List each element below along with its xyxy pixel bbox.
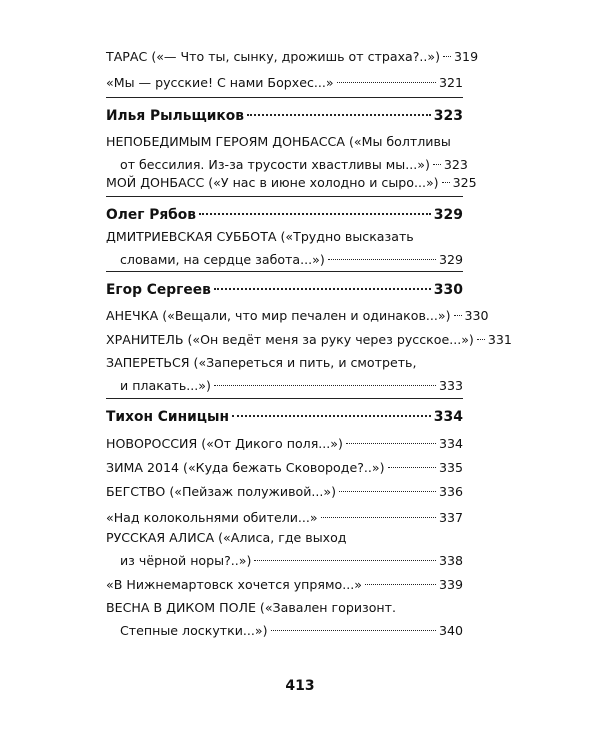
dot-leader (232, 415, 431, 417)
entry-line (106, 619, 463, 642)
dot-leader (365, 584, 436, 585)
entry-line (106, 248, 463, 271)
section-divider (106, 97, 463, 98)
page-ref: 329 (433, 207, 463, 223)
entry-line (106, 596, 463, 619)
author-heading (106, 105, 463, 128)
entry-title: «Над колокольнями обители...» (106, 510, 318, 525)
entry-title: Степные лоскутки...») (120, 623, 268, 638)
page-ref: 340 (438, 623, 463, 638)
toc-entry (106, 573, 463, 596)
page-ref: 336 (438, 484, 463, 499)
toc-entry (106, 480, 463, 503)
entry-title: МОЙ ДОНБАСС («У нас в июне холодно и сыро...») (106, 175, 439, 190)
author-heading (106, 279, 463, 302)
entry-title: АНЕЧКА («Вещали, что мир печален и одинаков...») (106, 308, 451, 323)
entry-title: ЗИМА 2014 («Куда бежать Сковороде?..») (106, 460, 385, 475)
dot-leader (346, 443, 436, 444)
toc-entry (106, 456, 463, 479)
page-ref: 339 (438, 577, 463, 592)
dot-leader (328, 259, 436, 260)
toc-entry (106, 71, 463, 94)
entry-title: и плакать...») (120, 378, 211, 393)
dot-leader (337, 82, 436, 83)
page-ref: 329 (438, 252, 463, 267)
entry-title: НОВОРОССИЯ («От Дикого поля...») (106, 436, 343, 451)
author-line (106, 406, 463, 429)
entry-line (106, 71, 463, 94)
toc-entry (106, 171, 477, 194)
author-name: Тихон Синицын (106, 409, 230, 425)
section-divider (106, 398, 463, 399)
entry-title: словами, на сердце забота...») (120, 252, 325, 267)
entry-line (106, 573, 463, 596)
entry-title: «Мы — русские! С нами Борхес...» (106, 75, 334, 90)
entry-title: РУССКАЯ АЛИСА («Алиса, где выход (106, 530, 347, 545)
entry-title: ТАРАС («— Что ты, сынку, дрожишь от страха?..») (106, 49, 441, 64)
entry-title: от бессилия. Из-за трусости хвастливы мы...») (120, 157, 430, 172)
page-ref: 319 (454, 49, 479, 64)
entry-line (106, 432, 463, 455)
entry-line (106, 171, 477, 194)
entry-line (106, 351, 463, 374)
page-ref: 321 (438, 75, 463, 90)
dot-leader (271, 630, 436, 631)
toc-entry (106, 432, 463, 455)
author-line (106, 105, 463, 128)
page-number: 413 (285, 678, 315, 694)
author-heading (106, 204, 463, 227)
entry-title: «В Нижнемартовск хочется упрямо...» (106, 577, 362, 592)
page-ref: 334 (438, 436, 463, 451)
toc-entry (106, 328, 512, 351)
entry-line (106, 328, 512, 351)
entry-line (106, 526, 463, 549)
entry-line (106, 225, 463, 248)
toc-entry (106, 130, 468, 176)
entry-title: ВЕСНА В ДИКОМ ПОЛЕ («Завален горизонт. (106, 600, 396, 615)
dot-leader (433, 164, 441, 165)
author-line (106, 279, 463, 302)
section-divider (106, 271, 463, 272)
toc-entry (106, 596, 463, 642)
dot-leader (442, 182, 450, 183)
dot-leader (321, 517, 436, 518)
dot-leader (339, 491, 436, 492)
author-name: Егор Сергеев (106, 282, 211, 298)
entry-line (106, 374, 463, 397)
page-ref: 330 (464, 308, 489, 323)
dot-leader (454, 315, 462, 316)
dot-leader (388, 467, 436, 468)
entry-line (106, 130, 463, 153)
author-name: Олег Рябов (106, 207, 197, 223)
author-heading (106, 406, 463, 429)
entry-title: из чёрной норы?..») (120, 553, 252, 568)
page-ref: 330 (433, 282, 463, 298)
author-name: Илья Рыльщиков (106, 108, 244, 124)
toc-entry (106, 45, 479, 68)
dot-leader (199, 213, 431, 215)
entry-title: ХРАНИТЕЛЬ («Он ведёт меня за руку через русское...») (106, 332, 474, 347)
dot-leader (214, 288, 431, 290)
entry-title: НЕПОБЕДИМЫМ ГЕРОЯМ ДОНБАССА («Мы болтливы (106, 134, 451, 149)
page-ref: 331 (487, 332, 512, 347)
toc-entry (106, 526, 463, 572)
dot-leader (443, 56, 451, 57)
entry-line (106, 549, 463, 572)
page-ref: 325 (452, 175, 477, 190)
toc-entry (106, 351, 463, 397)
page-ref: 337 (438, 510, 463, 525)
author-line (106, 204, 463, 227)
page-ref: 323 (433, 108, 463, 124)
entry-line (106, 45, 479, 68)
dot-leader (254, 560, 436, 561)
page-ref: 338 (438, 553, 463, 568)
entry-line (106, 304, 489, 327)
page-ref: 335 (438, 460, 463, 475)
entry-title: БЕГСТВО («Пейзаж полуживой...») (106, 484, 337, 499)
entry-line (106, 480, 463, 503)
page-ref: 334 (433, 409, 463, 425)
section-divider (106, 196, 463, 197)
toc-entry (106, 304, 489, 327)
entry-title: ДМИТРИЕВСКАЯ СУББОТА («Трудно высказать (106, 229, 414, 244)
page-ref: 333 (438, 378, 463, 393)
page-ref: 323 (443, 157, 468, 172)
toc-entry (106, 225, 463, 271)
dot-leader (214, 385, 436, 386)
dot-leader (247, 114, 431, 116)
entry-title: ЗАПЕРЕТЬСЯ («Запереться и пить, и смотреть, (106, 355, 417, 370)
entry-line (106, 456, 463, 479)
dot-leader (477, 339, 485, 340)
